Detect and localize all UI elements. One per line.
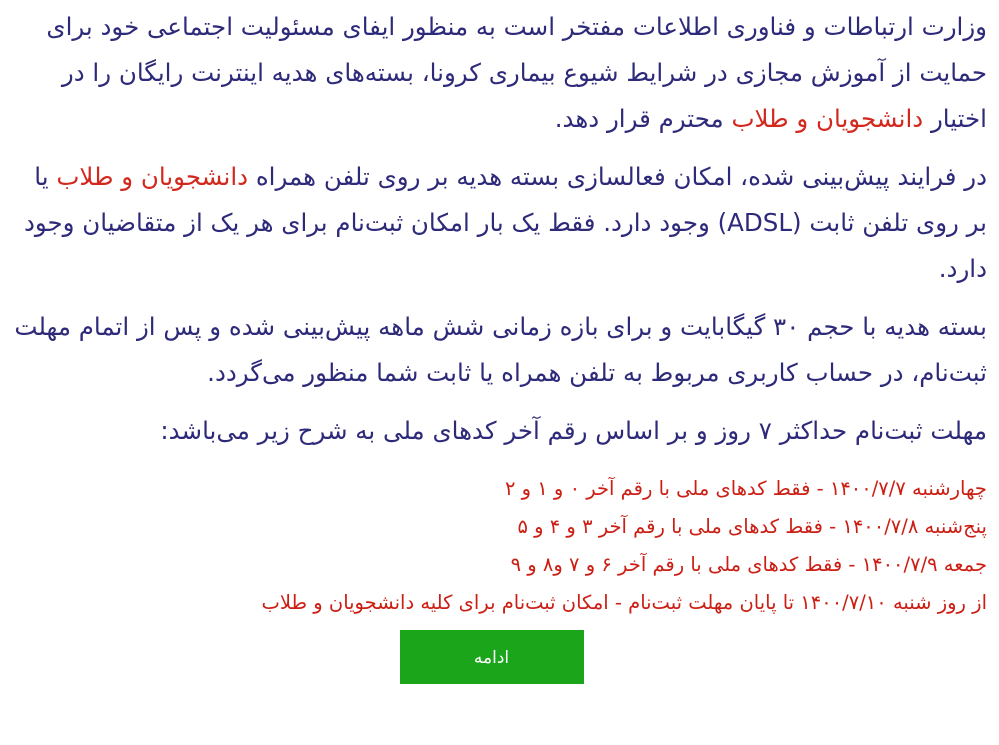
paragraph-text: در فرایند پیش‌بینی شده، امکان فعالسازی بسته هدیه بر روی تلفن همراه: [248, 162, 987, 191]
deadline-paragraph: [12, 408, 987, 454]
intro-paragraph: [12, 4, 987, 142]
paragraph-text: بسته هدیه با حجم ۳۰ گیگابایت و برای بازه زمانی شش ماهه پیش‌بینی شده و پس از اتمام مهلت ثبت‌نام، در حساب کاربری مربوط به تلفن همراه یا ثابت شما منظور می‌گردد.: [14, 312, 987, 387]
registration-schedule: [12, 470, 987, 622]
paragraph-text: محترم قرار دهد.: [554, 104, 732, 133]
paragraph-text: یا بر روی تلفن ثابت (ADSL) وجود دارد. فقط یک بار امکان ثبت‌نام برای هر یک از متقاضیان وجود دارد.: [23, 162, 987, 283]
schedule-item: پنج‌شنبه ۱۴۰۰/۷/۸ - فقط کدهای ملی با رقم آخر ۳ و ۴ و ۵: [517, 515, 987, 538]
paragraph-text: مهلت ثبت‌نام حداکثر ۷ روز و بر اساس رقم آخر کدهای ملی به شرح زیر می‌باشد:: [160, 416, 987, 445]
schedule-item: چهارشنبه ۱۴۰۰/۷/۷ - فقط کدهای ملی با رقم آخر ۰ و ۱ و ۲: [504, 477, 987, 500]
activation-paragraph: [12, 154, 987, 292]
package-paragraph: [12, 304, 987, 396]
highlight-students: دانشجویان و طلاب: [56, 162, 249, 191]
highlight-students: دانشجویان و طلاب: [731, 104, 924, 133]
continue-button[interactable]: ادامه: [400, 630, 584, 684]
schedule-item: جمعه ۱۴۰۰/۷/۹ - فقط کدهای ملی با رقم آخر ۶ و ۷ و۸ و ۹: [510, 553, 987, 576]
paragraph-text: وزارت ارتباطات و فناوری اطلاعات مفتخر است به منظور ایفای مسئولیت اجتماعی خود برای حمایت از آموزش مجازی در شرایط شیوع بیماری کرونا، بسته‌های هدیه اینترنت رایگان را در اختیار: [46, 12, 987, 133]
button-container: [12, 630, 987, 684]
schedule-item: از روز شنبه ۱۴۰۰/۷/۱۰ تا پایان مهلت ثبت‌نام - امکان ثبت‌نام برای کلیه دانشجویان و طلاب: [261, 591, 987, 614]
